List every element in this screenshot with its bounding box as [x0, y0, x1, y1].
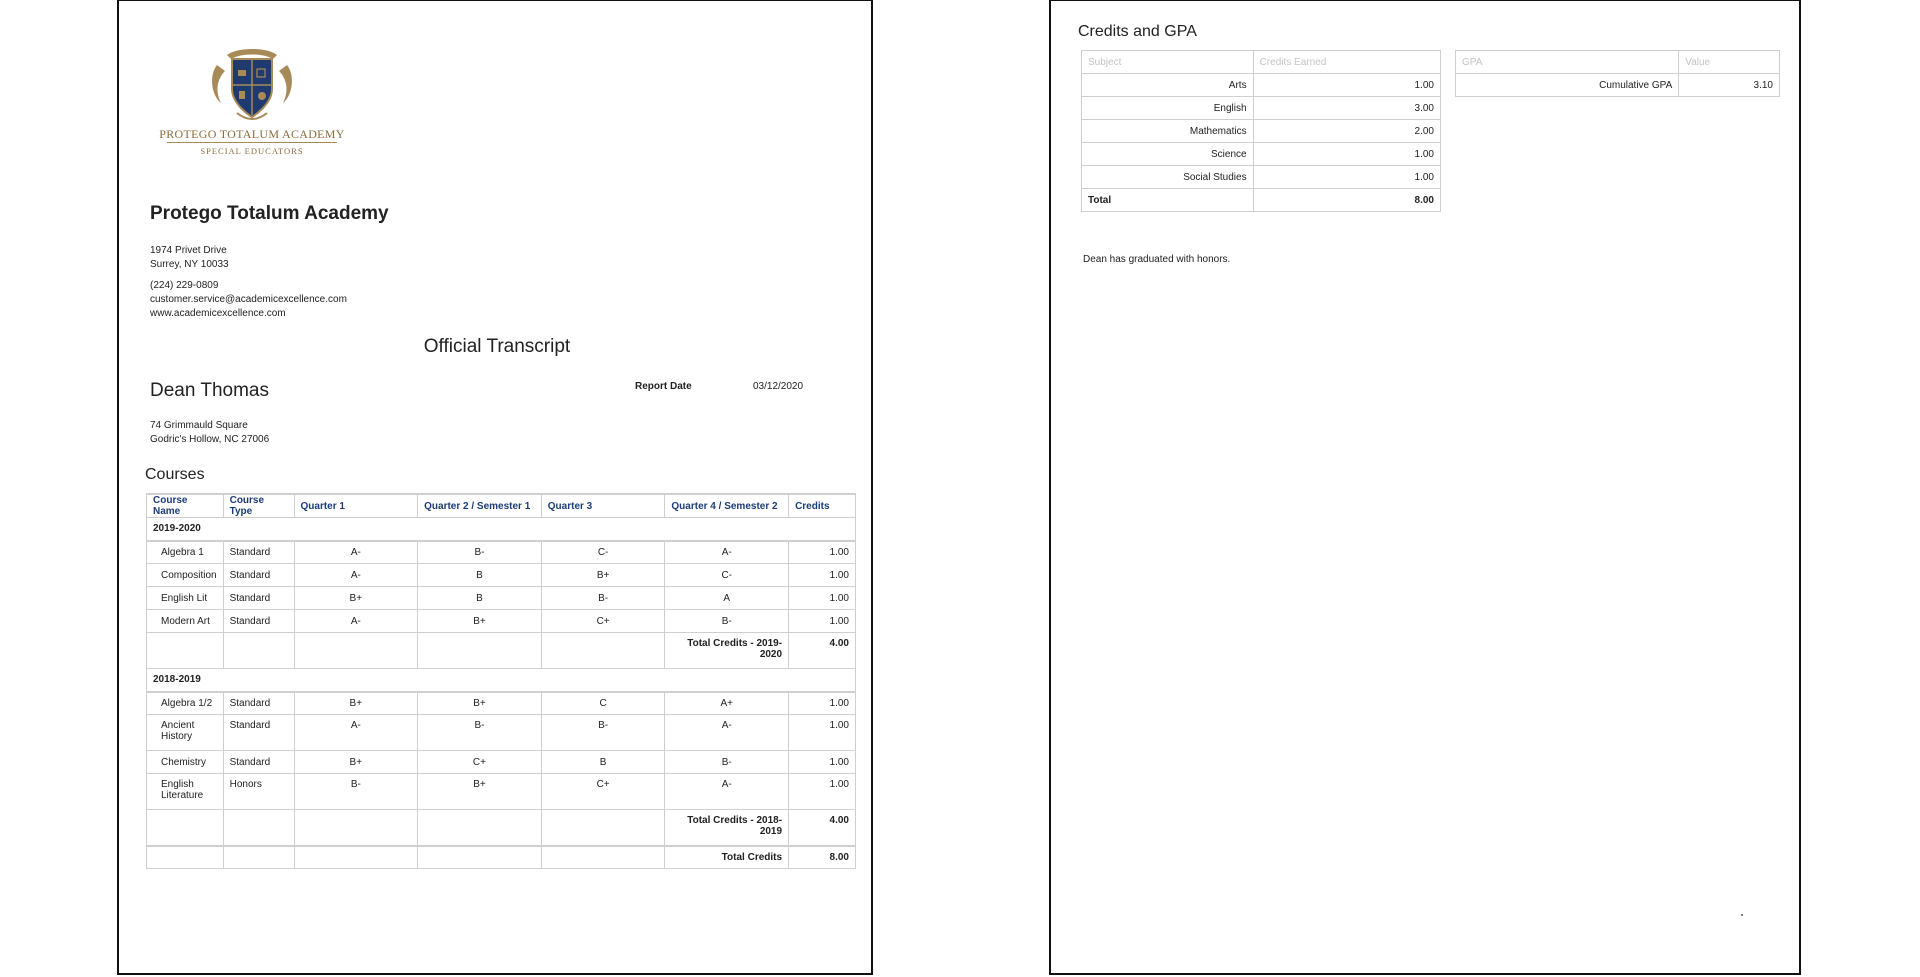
course-name: Chemistry [147, 751, 224, 774]
year-row [147, 518, 856, 541]
table-row [1082, 166, 1441, 189]
course-name: English Lit [147, 587, 224, 610]
year-label: 2019-2020 [147, 518, 856, 541]
subject-name: Arts [1082, 74, 1254, 97]
subject-credits: 2.00 [1253, 120, 1440, 143]
subject-credits: 3.00 [1253, 97, 1440, 120]
table-row [147, 564, 856, 587]
grade-q1: B+ [294, 587, 418, 610]
table-row [1082, 143, 1441, 166]
grade-q2: B- [418, 715, 542, 751]
course-credits: 1.00 [789, 751, 856, 774]
course-type: Standard [223, 610, 294, 633]
subject-name: Mathematics [1082, 120, 1254, 143]
credits-gpa-heading: Credits and GPA [1078, 23, 1197, 40]
year-total-label: Total Credits - 2018-2019 [665, 810, 789, 846]
year-total-row [147, 633, 856, 669]
gpa-table [1455, 50, 1780, 97]
subject-credits: 1.00 [1253, 143, 1440, 166]
crest-icon [207, 45, 297, 125]
school-street: 1974 Privet Drive [150, 245, 227, 256]
course-type: Standard [223, 715, 294, 751]
subject-credits-table [1081, 50, 1441, 212]
grade-q2: B [418, 587, 542, 610]
table-row [147, 715, 856, 751]
subject-credits: 1.00 [1253, 166, 1440, 189]
honors-note: Dean has graduated with honors. [1083, 254, 1231, 265]
year-total-value: 4.00 [789, 633, 856, 669]
report-date-label: Report Date [635, 381, 692, 392]
course-name: English Literature [147, 774, 224, 810]
column-header: Quarter 3 [541, 494, 665, 518]
year-label: 2018-2019 [147, 669, 856, 692]
table-row [1082, 120, 1441, 143]
subject-credits: 1.00 [1253, 74, 1440, 97]
school-name: Protego Totalum Academy [150, 203, 389, 224]
school-logo [157, 45, 347, 163]
grade-q2: C+ [418, 751, 542, 774]
course-type: Standard [223, 564, 294, 587]
grade-q3: B+ [541, 564, 665, 587]
subject-header-row [1082, 51, 1441, 74]
course-credits: 1.00 [789, 541, 856, 564]
column-header: Quarter 4 / Semester 2 [665, 494, 789, 518]
column-header: Course Type [223, 494, 294, 518]
subject-total-row [1082, 189, 1441, 212]
grade-q1: B+ [294, 692, 418, 715]
column-header: Credits Earned [1253, 51, 1440, 74]
course-type: Standard [223, 692, 294, 715]
column-header: Quarter 2 / Semester 1 [418, 494, 542, 518]
transcript-page-2 [1049, 0, 1801, 975]
grade-q3: C- [541, 541, 665, 564]
subject-total-label: Total [1082, 189, 1254, 212]
column-header: GPA [1456, 51, 1679, 74]
school-email: customer.service@academicexcellence.com [150, 294, 347, 305]
course-type: Standard [223, 587, 294, 610]
grade-q2: B+ [418, 692, 542, 715]
course-name: Modern Art [147, 610, 224, 633]
course-type: Standard [223, 751, 294, 774]
courses-table [146, 493, 856, 869]
subject-name: Social Studies [1082, 166, 1254, 189]
grade-q2: B+ [418, 610, 542, 633]
grade-q1: A- [294, 715, 418, 751]
grade-q4: B- [665, 610, 789, 633]
course-name: Composition [147, 564, 224, 587]
year-row [147, 669, 856, 692]
table-row [1082, 97, 1441, 120]
grade-q3: B- [541, 715, 665, 751]
column-header: Value [1679, 51, 1780, 74]
grade-q4: A [665, 587, 789, 610]
table-row [147, 587, 856, 610]
courses-header-row [147, 494, 856, 518]
grade-q2: B [418, 564, 542, 587]
course-credits: 1.00 [789, 692, 856, 715]
table-row [1456, 74, 1780, 97]
grand-total-row [147, 846, 856, 869]
year-total-row [147, 810, 856, 846]
document-title: Official Transcript [423, 336, 571, 357]
grade-q1: A- [294, 541, 418, 564]
course-name: Algebra 1/2 [147, 692, 224, 715]
grade-q1: B+ [294, 751, 418, 774]
table-row [1082, 74, 1441, 97]
course-type: Honors [223, 774, 294, 810]
page-mark [1741, 914, 1743, 916]
course-credits: 1.00 [789, 564, 856, 587]
school-address [150, 244, 229, 272]
grade-q3: B [541, 751, 665, 774]
grade-q3: C [541, 692, 665, 715]
course-credits: 1.00 [789, 610, 856, 633]
table-row [147, 610, 856, 633]
course-name: Algebra 1 [147, 541, 224, 564]
course-type: Standard [223, 541, 294, 564]
logo-divider [167, 142, 337, 143]
grand-total-value: 8.00 [789, 846, 856, 869]
gpa-label: Cumulative GPA [1456, 74, 1679, 97]
student-city: Godric's Hollow, NC 27006 [150, 434, 270, 445]
course-credits: 1.00 [789, 774, 856, 810]
subject-total-value: 8.00 [1253, 189, 1440, 212]
grade-q1: A- [294, 564, 418, 587]
grade-q2: B- [418, 541, 542, 564]
column-header: Quarter 1 [294, 494, 418, 518]
table-row [147, 751, 856, 774]
year-total-value: 4.00 [789, 810, 856, 846]
course-credits: 1.00 [789, 715, 856, 751]
school-phone: (224) 229-0809 [150, 280, 219, 291]
grade-q4: A- [665, 541, 789, 564]
subject-name: English [1082, 97, 1254, 120]
student-address [150, 419, 269, 447]
transcript-page-1 [117, 0, 873, 975]
course-credits: 1.00 [789, 587, 856, 610]
grade-q1: B- [294, 774, 418, 810]
grade-q3: C+ [541, 774, 665, 810]
gpa-header-row [1456, 51, 1780, 74]
column-header: Subject [1082, 51, 1254, 74]
grade-q4: B- [665, 751, 789, 774]
report-date-value: 03/12/2020 [753, 381, 804, 392]
subject-name: Science [1082, 143, 1254, 166]
grand-total-label: Total Credits [665, 846, 789, 869]
school-website: www.academicexcellence.com [150, 308, 286, 319]
year-total-label: Total Credits - 2019-2020 [665, 633, 789, 669]
column-header: Credits [789, 494, 856, 518]
grade-q4: A- [665, 715, 789, 751]
logo-wordmark: PROTEGO TOTALUM ACADEMY [159, 127, 345, 141]
grade-q2: B+ [418, 774, 542, 810]
courses-heading: Courses [145, 466, 205, 483]
school-contact [150, 279, 347, 321]
table-row [147, 692, 856, 715]
table-row [147, 541, 856, 564]
grade-q4: A- [665, 774, 789, 810]
grade-q4: C- [665, 564, 789, 587]
table-row [147, 774, 856, 810]
grade-q4: A+ [665, 692, 789, 715]
gpa-value: 3.10 [1679, 74, 1780, 97]
logo-tagline: SPECIAL EDUCATORS [200, 146, 304, 156]
student-street: 74 Grimmauld Square [150, 420, 248, 431]
grade-q3: B- [541, 587, 665, 610]
school-city: Surrey, NY 10033 [150, 259, 229, 270]
course-name: Ancient History [147, 715, 224, 751]
student-name: Dean Thomas [150, 380, 269, 401]
column-header: Course Name [147, 494, 224, 518]
grade-q3: C+ [541, 610, 665, 633]
grade-q1: A- [294, 610, 418, 633]
